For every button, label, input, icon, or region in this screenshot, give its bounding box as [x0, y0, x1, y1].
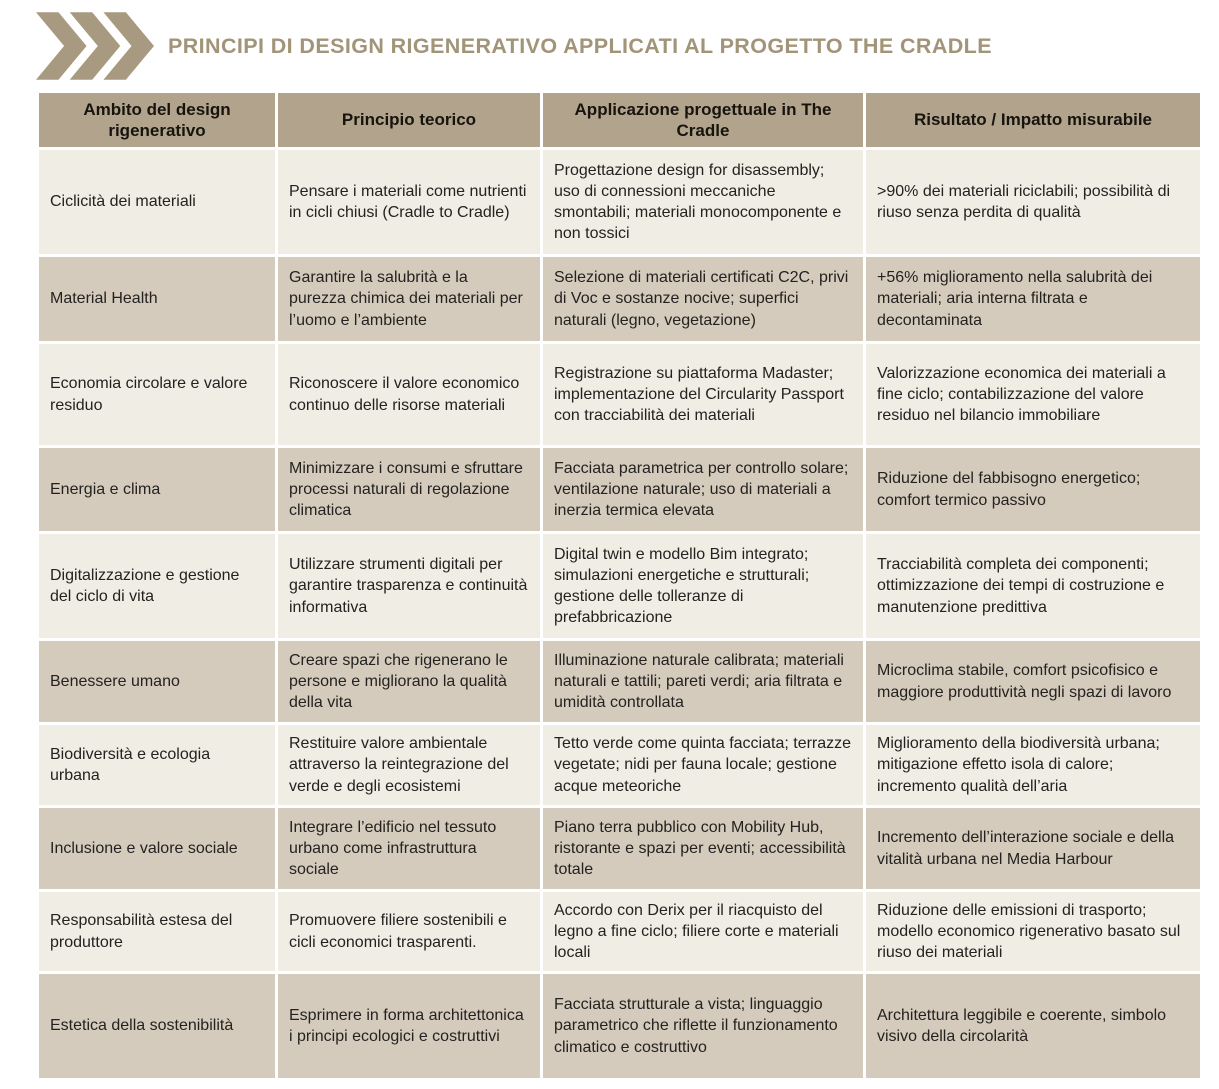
- cell-applicazione: Progettazione design for disassembly; uso di connessioni meccaniche smontabili; materiali monocomponente e non tossici: [543, 150, 863, 254]
- cell-principio: Promuovere filiere sostenibili e cicli economici trasparenti.: [278, 892, 540, 971]
- table-row: [39, 808, 1200, 889]
- cell-risultato: Riduzione del fabbisogno energetico; comfort termico passivo: [866, 448, 1200, 531]
- cell-risultato: Tracciabilità completa dei componenti; ottimizzazione dei tempi di costruzione e manutenzione predittiva: [866, 534, 1200, 638]
- cell-risultato: +56% miglioramento nella salubrità dei materiali; aria interna filtrata e decontaminata: [866, 257, 1200, 341]
- cell-applicazione: Registrazione su piattaforma Madaster; implementazione del Circularity Passport con tracciabilità dei materiali: [543, 344, 863, 445]
- table-row: [39, 344, 1200, 445]
- cell-applicazione: Digital twin e modello Bim integrato; simulazioni energetiche e strutturali; gestione delle tolleranze di prefabbricazione: [543, 534, 863, 638]
- table-header-row: [39, 93, 1200, 147]
- cell-ambito: Energia e clima: [39, 448, 275, 531]
- page-header: [36, 8, 1191, 84]
- table-row: [39, 974, 1200, 1078]
- cell-applicazione: Facciata strutturale a vista; linguaggio parametrico che riflette il funzionamento climatico e costruttivo: [543, 974, 863, 1078]
- cell-principio: Garantire la salubrità e la purezza chimica dei materiali per l’uomo e l’ambiente: [278, 257, 540, 341]
- cell-ambito: Estetica della sostenibilità: [39, 974, 275, 1078]
- cell-ambito: Responsabilità estesa del produttore: [39, 892, 275, 971]
- cell-applicazione: Facciata parametrica per controllo solare; ventilazione naturale; uso di materiali a inerzia termica elevata: [543, 448, 863, 531]
- cell-ambito: Inclusione e valore sociale: [39, 808, 275, 889]
- table-row: [39, 448, 1200, 531]
- cell-risultato: Architettura leggibile e coerente, simbolo visivo della circolarità: [866, 974, 1200, 1078]
- table-row: [39, 725, 1200, 805]
- cell-ambito: Material Health: [39, 257, 275, 341]
- table-row: [39, 892, 1200, 971]
- cell-risultato: Microclima stabile, comfort psicofisico e maggiore produttività negli spazi di lavoro: [866, 641, 1200, 722]
- cell-principio: Utilizzare strumenti digitali per garantire trasparenza e continuità informativa: [278, 534, 540, 638]
- cell-principio: Creare spazi che rigenerano le persone e migliorano la qualità della vita: [278, 641, 540, 722]
- cell-principio: Restituire valore ambientale attraverso la reintegrazione del verde e degli ecosistemi: [278, 725, 540, 805]
- cell-ambito: Digitalizzazione e gestione del ciclo di vita: [39, 534, 275, 638]
- cell-ambito: Economia circolare e valore residuo: [39, 344, 275, 445]
- cell-applicazione: Accordo con Derix per il riacquisto del legno a fine ciclo; filiere corte e materiali locali: [543, 892, 863, 971]
- table-row: [39, 150, 1200, 254]
- cell-applicazione: Selezione di materiali certificati C2C, privi di Voc e sostanze nocive; superfici naturali (legno, vegetazione): [543, 257, 863, 341]
- cell-principio: Esprimere in forma architettonica i principi ecologici e costruttivi: [278, 974, 540, 1078]
- cell-principio: Minimizzare i consumi e sfruttare processi naturali di regolazione climatica: [278, 448, 540, 531]
- table-row: [39, 257, 1200, 341]
- cell-principio: Pensare i materiali come nutrienti in cicli chiusi (Cradle to Cradle): [278, 150, 540, 254]
- table-row: [39, 534, 1200, 638]
- regenerative-design-table: [36, 90, 1203, 1081]
- column-header-risultato: Risultato / Impatto misurabile: [866, 93, 1200, 147]
- cell-ambito: Benessere umano: [39, 641, 275, 722]
- cell-ambito: Ciclicità dei materiali: [39, 150, 275, 254]
- cell-ambito: Biodiversità e ecologia urbana: [39, 725, 275, 805]
- column-header-applicazione: Applicazione progettuale in The Cradle: [543, 93, 863, 147]
- page-title: PRINCIPI DI DESIGN RIGENERATIVO APPLICATI AL PROGETTO THE CRADLE: [168, 33, 992, 58]
- column-header-principio: Principio teorico: [278, 93, 540, 147]
- cell-principio: Integrare l’edificio nel tessuto urbano come infrastruttura sociale: [278, 808, 540, 889]
- cell-applicazione: Illuminazione naturale calibrata; materiali naturali e tattili; pareti verdi; aria filtrata e umidità controllata: [543, 641, 863, 722]
- triple-chevron-right-icon: [36, 12, 154, 80]
- cell-risultato: Valorizzazione economica dei materiali a fine ciclo; contabilizzazione del valore residuo nel bilancio immobiliare: [866, 344, 1200, 445]
- cell-risultato: Miglioramento della biodiversità urbana; mitigazione effetto isola di calore; incremento qualità dell’aria: [866, 725, 1200, 805]
- cell-risultato: Incremento dell’interazione sociale e della vitalità urbana nel Media Harbour: [866, 808, 1200, 889]
- cell-risultato: >90% dei materiali riciclabili; possibilità di riuso senza perdita di qualità: [866, 150, 1200, 254]
- cell-applicazione: Tetto verde come quinta facciata; terrazze vegetate; nidi per fauna locale; gestione acque meteoriche: [543, 725, 863, 805]
- table-row: [39, 641, 1200, 722]
- cell-risultato: Riduzione delle emissioni di trasporto; modello economico rigenerativo basato sul riuso dei materiali: [866, 892, 1200, 971]
- cell-applicazione: Piano terra pubblico con Mobility Hub, ristorante e spazi per eventi; accessibilità totale: [543, 808, 863, 889]
- cell-principio: Riconoscere il valore economico continuo delle risorse materiali: [278, 344, 540, 445]
- column-header-ambito: Ambito del design rigenerativo: [39, 93, 275, 147]
